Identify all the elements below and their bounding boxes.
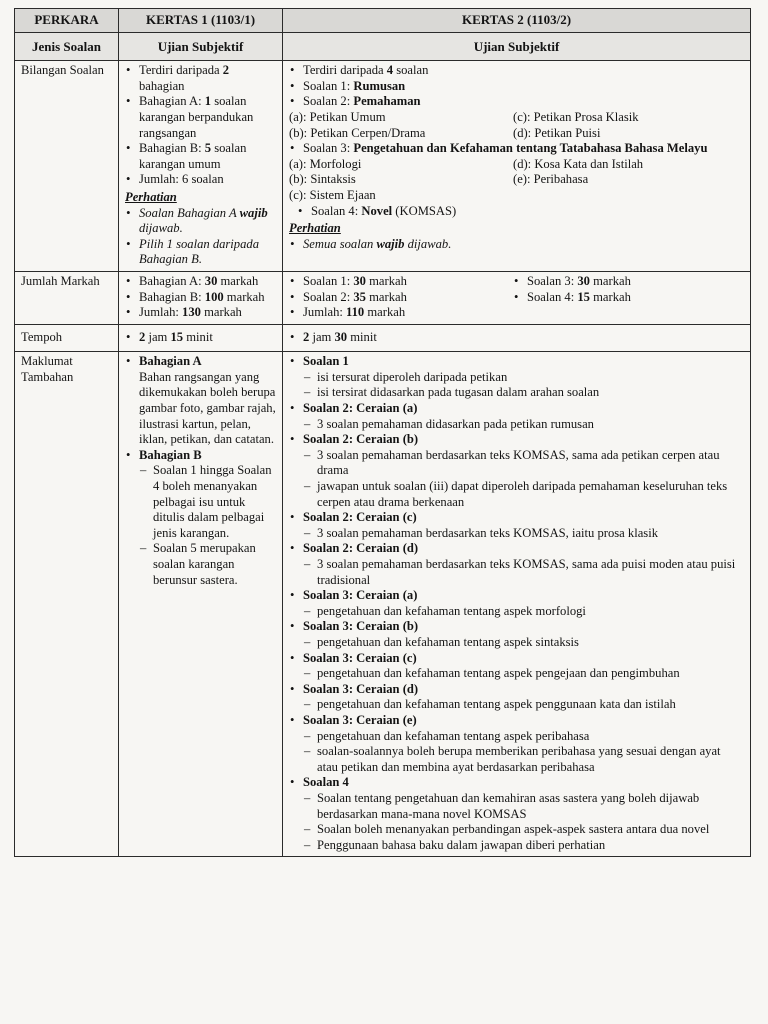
list-item: • Bahagian B: 100 markah [125, 290, 276, 306]
soalan-3-options: (a): Morfologi (d): Kosa Kata dan Istilah (b): Sintaksis (e): Peribahasa (c): Sistem Ejaan [289, 156, 644, 202]
maklumat-kertas-1 [119, 352, 283, 857]
row-jenis-soalan [15, 32, 751, 61]
list-item: – pengetahuan dan kefahaman tentang aspek penggunaan kata dan istilah [303, 697, 744, 713]
row-tempoh [15, 324, 751, 352]
exam-format-table [14, 8, 751, 857]
list-item: – 3 soalan pemahaman berdasarkan teks KOMSAS, iaitu prosa klasik [303, 526, 744, 542]
label-jumlah-markah: Jumlah Markah [15, 271, 119, 324]
list-item: • Bahagian A Bahan rangsangan yang dikemukakan boleh berupa gambar foto, gambar rajah, ilustrasi kartun, pelan, iklan, petikan, dan catatan. [125, 354, 276, 448]
label-tempoh: Tempoh [15, 324, 119, 352]
label-jenis-soalan: Jenis Soalan [15, 32, 119, 61]
section-title: • Soalan 3: Ceraian (d) [303, 681, 419, 696]
maklumat-kertas-2 [283, 352, 751, 857]
list-item: – isi tersurat diperoleh daripada petikan [303, 370, 744, 386]
label-bilangan-soalan: Bilangan Soalan [15, 61, 119, 272]
list-item: • Bahagian A: 30 markah [125, 274, 276, 290]
section-title: • Soalan 3: Ceraian (a) [303, 588, 418, 603]
header-kertas-1: KERTAS 1 (1103/1) [119, 9, 283, 33]
list-item: • 2 jam 30 minit [289, 330, 744, 346]
jenis-kertas-2: Ujian Subjektif [283, 32, 751, 61]
list-item: – jawapan untuk soalan (iii) dapat diperoleh daripada pemahaman keseluruhan teks cerpen atau drama berkenaan [303, 479, 744, 510]
list-item: • Jumlah: 110 markah [289, 305, 513, 321]
bilangan-kertas-1 [119, 61, 283, 272]
list-item: • Soalan 1: 30 markah [289, 274, 513, 290]
list-item: – Penggunaan bahasa baku dalam jawapan diberi perhatian [303, 838, 744, 854]
list-item: • Soalan 3: 30 markah [513, 274, 744, 290]
list-item [289, 354, 744, 401]
row-bilangan-soalan [15, 61, 751, 272]
list-item: • Soalan 2: Pemahaman [289, 94, 744, 110]
list-item: – pengetahuan dan kefahaman tentang aspek sintaksis [303, 635, 744, 651]
list-item [289, 682, 744, 713]
list-item [289, 651, 744, 682]
list-item: • Soalan 2: 35 markah [289, 290, 513, 306]
tempoh-kertas-1 [119, 324, 283, 352]
list-item: • Jumlah: 130 markah [125, 305, 276, 321]
list-item: • Soalan 1: Rumusan [289, 79, 744, 95]
list-item: – isi tersirat didasarkan pada tugasan dalam arahan soalan [303, 385, 744, 401]
list-item: • Semua soalan wajib dijawab. [289, 237, 744, 253]
header-perkara: PERKARA [15, 9, 119, 33]
list-item: • Terdiri daripada 4 soalan [289, 63, 744, 79]
row-jumlah-markah [15, 271, 751, 324]
list-item: – Soalan boleh menanyakan perbandingan aspek-aspek sastera antara dua novel [303, 822, 744, 838]
list-item: • Terdiri daripada 2 bahagian [125, 63, 276, 94]
list-item [289, 510, 744, 541]
list-item: – pengetahuan dan kefahaman tentang aspek pengejaan dan pengimbuhan [303, 666, 744, 682]
list-item: – 3 soalan pemahaman didasarkan pada petikan rumusan [303, 417, 744, 433]
list-item: – pengetahuan dan kefahaman tentang aspek morfologi [303, 604, 744, 620]
list-item: – Soalan 1 hingga Soalan 4 boleh menanyakan pelbagai isu untuk ditulis dalam pelbagai jenis karangan. [139, 463, 276, 541]
list-item [289, 775, 744, 853]
tempoh-kertas-2 [283, 324, 751, 352]
label-maklumat-tambahan: Maklumat Tambahan [15, 352, 119, 857]
list-item: • Soalan 3: Pengetahuan dan Kefahaman tentang Tatabahasa Bahasa Melayu [289, 141, 744, 157]
list-item [289, 713, 744, 775]
list-item: • Soalan 4: 15 markah [513, 290, 744, 306]
list-item: • Jumlah: 6 soalan [125, 172, 276, 188]
bilangan-kertas-2 [283, 61, 751, 272]
list-item [289, 401, 744, 432]
list-item [289, 541, 744, 588]
section-title: • Soalan 4 [303, 775, 349, 790]
list-item: – Soalan 5 merupakan soalan karangan berunsur sastera. [139, 541, 276, 588]
section-title: • Soalan 3: Ceraian (c) [303, 650, 417, 665]
list-item [289, 588, 744, 619]
section-title: • Soalan 2: Ceraian (b) [303, 432, 419, 447]
list-item [289, 619, 744, 650]
list-item: • Soalan Bahagian A wajib dijawab. [125, 206, 276, 237]
list-item: • Pilih 1 soalan daripada Bahagian B. [125, 237, 276, 268]
list-item: – Soalan tentang pengetahuan dan kemahiran asas sastera yang boleh dijawab berdasarkan mana-mana novel KOMSAS [303, 791, 744, 822]
maklumat-kertas-2-list [289, 354, 744, 853]
section-title: • Soalan 3: Ceraian (b) [303, 619, 419, 634]
jumlah-kertas-1 [119, 271, 283, 324]
section-title: • Soalan 2: Ceraian (c) [303, 510, 417, 525]
list-item: • 2 jam 15 minit [125, 330, 276, 346]
soalan-2-options: (a): Petikan Umum (c): Petikan Prosa Klasik (b): Petikan Cerpen/Drama (d): Petikan Puisi [289, 109, 639, 140]
list-item: • Bahagian B – Soalan 1 hingga Soalan 4 boleh menanyakan pelbagai isu untuk ditulis dalam pelbagai jenis karangan. – Soalan 5 merupakan soalan karangan berunsur sastera. [125, 448, 276, 588]
list-item: – soalan-soalannya boleh berupa memberikan peribahasa yang sesuai dengan ayat atau petikan dan membina ayat berdasarkan peribahasa [303, 744, 744, 775]
jenis-kertas-1: Ujian Subjektif [119, 32, 283, 61]
section-title: • Soalan 2: Ceraian (d) [303, 541, 419, 556]
jumlah-kertas-2 [283, 271, 751, 324]
list-item: – 3 soalan pemahaman berdasarkan teks KOMSAS, sama ada petikan cerpen atau drama [303, 448, 744, 479]
header-kertas-2: KERTAS 2 (1103/2) [283, 9, 751, 33]
section-title: • Soalan 2: Ceraian (a) [303, 401, 418, 416]
header-row [15, 9, 751, 33]
list-item: • Bahagian A: 1 soalan karangan berpandukan rangsangan [125, 94, 276, 141]
perhatian-heading: Perhatian [125, 189, 177, 204]
list-item: • Soalan 4: Novel (KOMSAS) [297, 204, 744, 220]
section-title: • Soalan 1 [303, 354, 349, 369]
perhatian-heading: Perhatian [289, 221, 341, 236]
list-item: – 3 soalan pemahaman berdasarkan teks KOMSAS, sama ada puisi moden atau puisi tradisional [303, 557, 744, 588]
list-item [289, 432, 744, 510]
section-title: • Soalan 3: Ceraian (e) [303, 712, 417, 727]
row-maklumat-tambahan [15, 352, 751, 857]
list-item: • Bahagian B: 5 soalan karangan umum [125, 141, 276, 172]
list-item: – pengetahuan dan kefahaman tentang aspek peribahasa [303, 729, 744, 745]
